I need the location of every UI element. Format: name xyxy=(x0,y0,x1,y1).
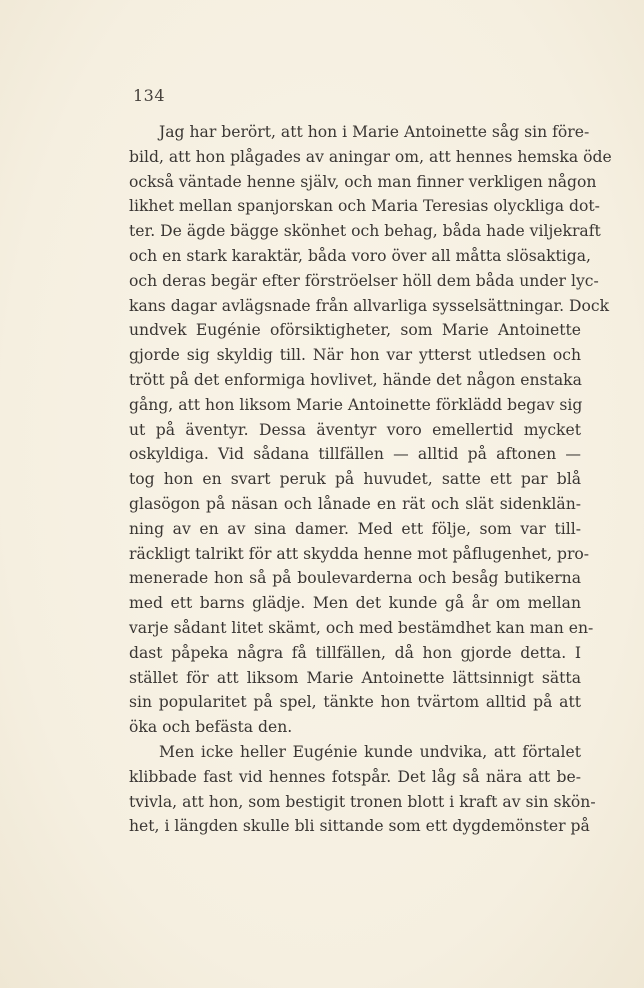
text-line: glasögon på näsan och lånade en rät och slät sidenklän- xyxy=(129,494,581,513)
text-line: med ett barns glädje. Men det kunde gå år om mellan xyxy=(129,594,581,613)
text-line: dast påpeka några få tillfällen, då hon gjorde detta. I xyxy=(129,643,581,662)
text-line: öka och befästa den. xyxy=(129,718,293,737)
text-line: varje sådant litet skämt, och med bestämdhet kan man en- xyxy=(129,618,594,637)
text-line: menerade hon så på boulevarderna och besåg butikerna xyxy=(129,569,581,588)
text-line: klibbade fast vid hennes fotspår. Det låg så nära att be- xyxy=(129,767,581,786)
text-line: het, i längden skulle bli sittande som ett dygdemönster på xyxy=(129,817,590,836)
text-line: ter. De ägde bägge skönhet och behag, båda hade viljekraft xyxy=(129,222,601,241)
body-text xyxy=(129,120,612,839)
text-line: gång, att hon liksom Marie Antoinette förklädd begav sig xyxy=(129,395,583,414)
text-line: och en stark karaktär, båda voro över all måtta slösaktiga, xyxy=(129,246,592,265)
text-line: också väntade henne själv, och man finner verkligen någon xyxy=(129,172,597,191)
text-line: stället för att liksom Marie Antoinette lättsinnigt sätta xyxy=(129,668,581,687)
text-line: trött på det enformiga hovlivet, hände det någon enstaka xyxy=(129,370,582,389)
text-line: ut på äventyr. Dessa äventyr voro emellertid mycket xyxy=(129,420,581,439)
text-line: tvivla, att hon, som bestigit tronen blott i kraft av sin skön- xyxy=(129,792,596,811)
page-number: 134 xyxy=(133,86,166,105)
text-line: likhet mellan spanjorskan och Maria Teresias olyckliga dot- xyxy=(129,197,600,216)
text-line: kans dagar avlägsnade från allvarliga sysselsättningar. Dock xyxy=(129,296,610,315)
text-line: Jag har berört, att hon i Marie Antoinette såg sin före- xyxy=(159,123,590,141)
text-line: oskyldiga. Vid sådana tillfällen — alltid på aftonen — xyxy=(129,445,581,464)
text-line: undvek Eugénie oförsiktigheter, som Marie Antoinette xyxy=(129,321,581,340)
text-line: och deras begär efter förströelser höll dem båda under lyc- xyxy=(129,271,599,290)
text-line: tog hon en svart peruk på huvudet, satte ett par blå xyxy=(129,470,581,489)
text-line: gjorde sig skyldig till. När hon var ytterst utledsen och xyxy=(129,346,581,365)
text-line: räckligt talrikt för att skydda henne mot påflugenhet, pro- xyxy=(129,544,590,563)
text-line: bild, att hon plågades av aningar om, att hennes hemska öde xyxy=(129,147,612,166)
text-line: ning av en av sina damer. Med ett följe, som var till- xyxy=(129,519,581,538)
text-line: Men icke heller Eugénie kunde undvika, att förtalet xyxy=(159,742,581,761)
text-line: sin popularitet på spel, tänkte hon tvärtom alltid på att xyxy=(129,693,581,712)
